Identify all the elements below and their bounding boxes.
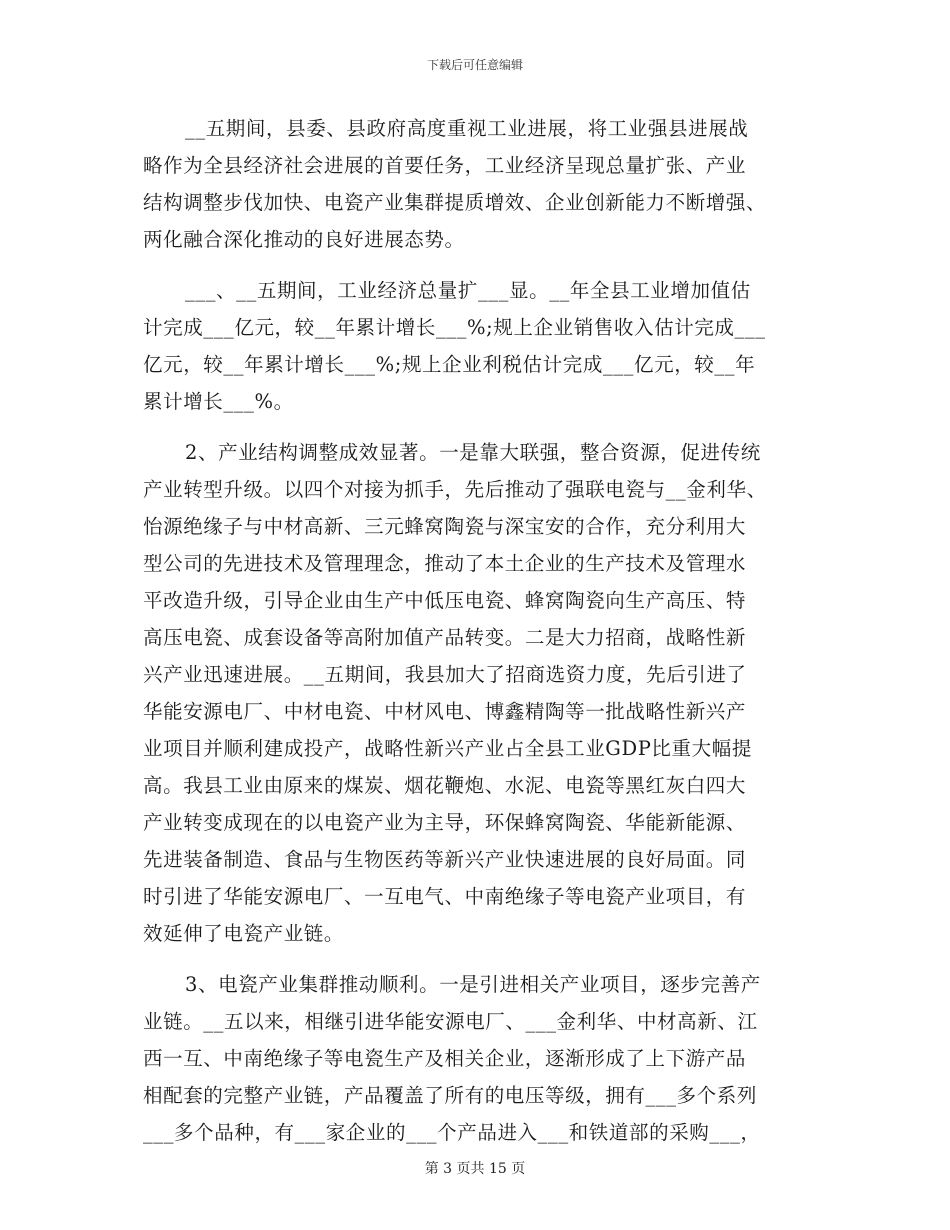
text-line: 先进装备制造、食品与生物医药等新兴产业快速进展的良好局面。同 (143, 848, 747, 871)
text-line: 两化融合深化推动的良好进展态势。 (143, 228, 465, 251)
text-line: __五期间，县委、县政府高度重视工业进展，将工业强县进展战 (185, 117, 749, 140)
text-line: 亿元，较__年累计增长___%;规上企业利税估计完成___亿元，较__年 (143, 353, 756, 376)
text-line: 高压电瓷、成套设备等高附加值产品转变。二是大力招商，战略性新 (143, 626, 747, 649)
text-line: ___、__五期间，工业经济总量扩___显。__年全县工业增加值估 (185, 279, 751, 302)
text-line: 3、电瓷产业集群推动顺利。一是引进相关产业项目，逐步完善产 (185, 973, 761, 996)
text-line: 西一互、中南绝缘子等电瓷生产及相关企业，逐渐形成了上下游产品 (143, 1047, 747, 1070)
paragraph-2 (143, 272, 823, 420)
document-body (143, 110, 823, 1151)
paragraph-3 (143, 434, 823, 952)
text-line: 华能安源电厂、中材电瓷、中材风电、博鑫精陶等一批战略性新兴产 (143, 700, 747, 723)
text-line: ___多个品种，有___家企业的___个产品进入___和铁道部的采购___， (143, 1121, 761, 1144)
text-line: 平改造升级，引导企业由生产中低压电瓷、蜂窝陶瓷向生产高压、特 (143, 589, 747, 612)
page-header: 下载后可任意编辑 (426, 58, 523, 72)
text-line: 高。我县工业由原来的煤炭、烟花鞭炮、水泥、电瓷等黑红灰白四大 (143, 774, 747, 797)
text-line: 结构调整步伐加快、电瓷产业集群提质增效、企业创新能力不断增强、 (143, 191, 767, 214)
text-line: 型公司的先进技术及管理理念，推动了本土企业的生产技术及管理水 (143, 552, 747, 575)
text-line: 略作为全县经济社会进展的首要任务，工业经济呈现总量扩张、产业 (143, 154, 747, 177)
text-line: 兴产业迅速进展。__五期间，我县加大了招商选资力度，先后引进了 (143, 663, 747, 686)
text-line: 效延伸了电瓷产业链。 (143, 922, 345, 945)
text-line: 2、产业结构调整成效显著。一是靠大联强，整合资源，促进传统 (185, 441, 761, 464)
page-footer: 第 3 页共 15 页 (424, 1161, 526, 1177)
text-line: 业项目并顺利建成投产，战略性新兴产业占全县工业GDP比重大幅提 (143, 737, 752, 760)
text-line: 产业转型升级。以四个对接为抓手，先后推动了强联电瓷与__金利华、 (143, 478, 767, 501)
paragraph-1 (143, 110, 823, 258)
text-line: 产业转变成现在的以电瓷产业为主导，环保蜂窝陶瓷、华能新能源、 (143, 811, 747, 834)
text-line: 相配套的完整产业链，产品覆盖了所有的电压等级，拥有___多个系列 (143, 1084, 757, 1107)
text-line: 时引进了华能安源电厂、一互电气、中南绝缘子等电瓷产业项目，有 (143, 885, 747, 908)
text-line: 累计增长___%。 (143, 390, 294, 413)
paragraph-4 (143, 966, 823, 1151)
text-line: 业链。__五以来，相继引进华能安源电厂、___金利华、中材高新、江 (143, 1010, 758, 1033)
text-line: 怡源绝缘子与中材高新、三元蜂窝陶瓷与深宝安的合作，充分利用大 (143, 515, 747, 538)
text-line: 计完成___亿元，较__年累计增长___%;规上企业销售收入估计完成___ (143, 316, 766, 339)
